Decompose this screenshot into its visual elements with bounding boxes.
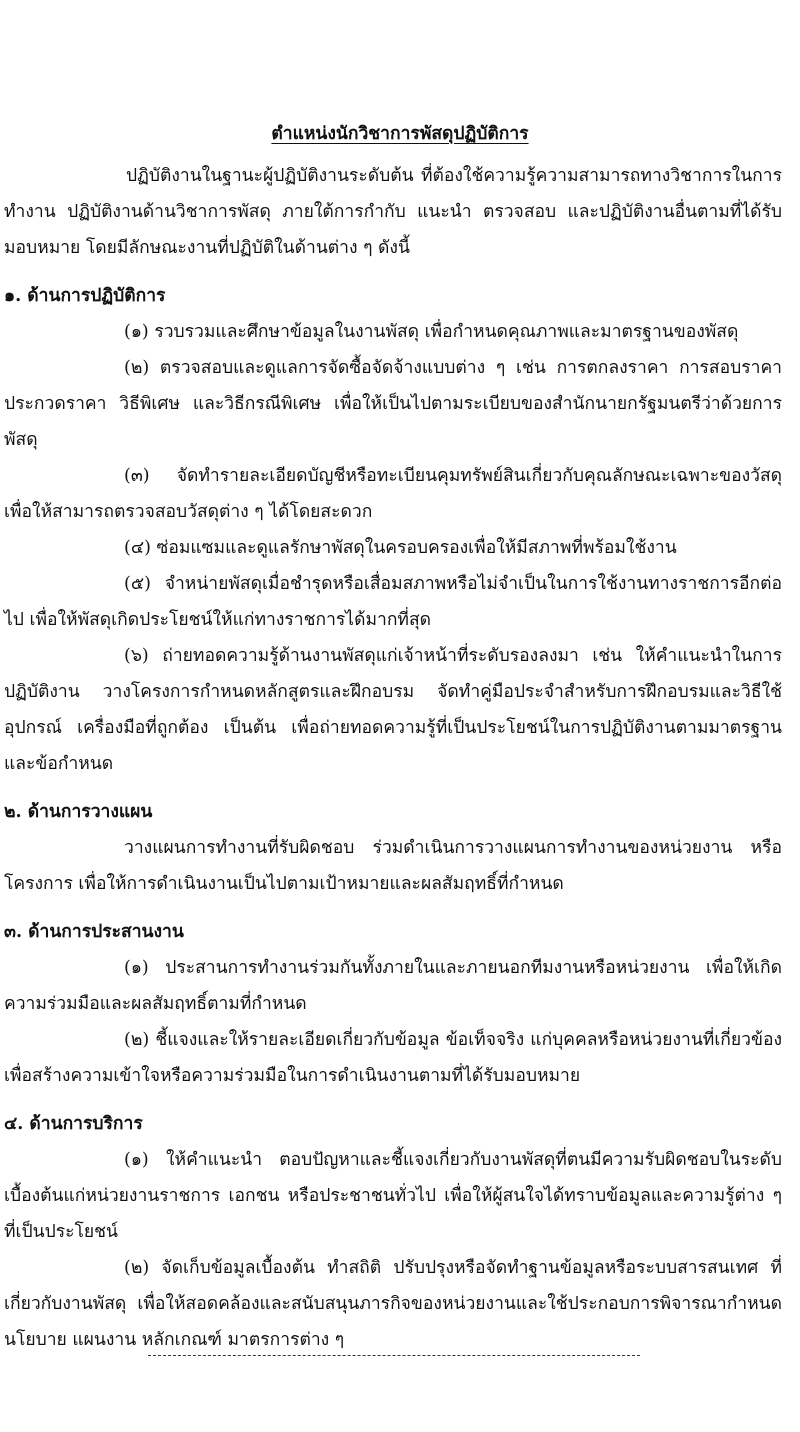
section-heading: ๑. ด้านการปฏิบัติการ (4, 286, 166, 306)
list-item: (๕) จำหน่ายพัสดุเมื่อชำรุดหรือเสื่อมสภาพหรือไม่จำเป็นในการใช้งานทางราชการอีกต่อไป เพื่อให้พัสดุเกิดประโยชน์ให้แก่ทางราชการได้มากที่สุด (4, 574, 782, 630)
list-item: (๖) ถ่ายทอดความรู้ด้านงานพัสดุแก่เจ้าหน้าที่ระดับรองลงมา เช่น ให้คำแนะนำในการ ปฏิบัติงาน วางโครงการกำหนดหลักสูตรและฝึกอบรม จัดทำคู่มือประจำสำหรับการฝึกอบรมและวิธีใช้อุปกรณ์ เครื่องมือที่ถูกต้อง เป็นต้น เพื่อถ่ายทอดความรู้ที่เป็นประโยชน์ในการปฏิบัติงานตามมาตรฐานและข้อกำหนด (4, 646, 782, 774)
section-heading: ๓. ด้านการประสานงาน (4, 922, 184, 942)
document-body (4, 158, 782, 1358)
document-title: ตำแหน่งนักวิชาการพัสดุปฏิบัติการ (271, 124, 529, 144)
end-divider (148, 1355, 640, 1356)
intro-paragraph: ปฏิบัติงานในฐานะผู้ปฏิบัติงานระดับต้น ที่ต้องใช้ความรู้ความสามารถทางวิชาการในการทำงาน ปฏิบัติงานด้านวิชาการพัสดุ ภายใต้การกำกับ แนะนำ ตรวจสอบ และปฏิบัติงานอื่นตามที่ได้รับมอบหมาย โดยมีลักษณะงานที่ปฏิบัติในด้านต่าง ๆ ดังนี้ (4, 166, 782, 258)
list-item: (๓) จัดทำรายละเอียดบัญชีหรือทะเบียนคุมทรัพย์สินเกี่ยวกับคุณลักษณะเฉพาะของวัสดุ เพื่อให้สามารถตรวจสอบวัสดุต่าง ๆ ได้โดยสะดวก (4, 466, 782, 522)
section-operations (4, 278, 782, 782)
list-item: (๔) ซ่อมแซมและดูแลรักษาพัสดุในครอบครองเพื่อให้มีสภาพที่พร้อมใช้งาน (124, 538, 677, 558)
section-service (4, 1106, 782, 1358)
list-item: (๒) ชี้แจงและให้รายละเอียดเกี่ยวกับข้อมูล ข้อเท็จจริง แก่บุคคลหรือหน่วยงานที่เกี่ยวข้อง เพื่อสร้างความเข้าใจหรือความร่วมมือในการดำเนินงานตามที่ได้รับมอบหมาย (4, 1030, 782, 1086)
section-planning (4, 794, 782, 902)
section-coordination (4, 914, 782, 1094)
list-item: วางแผนการทำงานที่รับผิดชอบ ร่วมดำเนินการวางแผนการทำงานของหน่วยงาน หรือ โครงการ เพื่อให้การดำเนินงานเป็นไปตามเป้าหมายและผลสัมฤทธิ์ที่กำหนด (4, 838, 782, 894)
list-item: (๑) ประสานการทำงานร่วมกันทั้งภายในและภายนอกทีมงานหรือหน่วยงาน เพื่อให้เกิด ความร่วมมือและผลสัมฤทธิ์ตามที่กำหนด (4, 958, 782, 1014)
section-heading: ๒. ด้านการวางแผน (4, 802, 153, 822)
list-item: (๑) ให้คำแนะนำ ตอบปัญหาและชี้แจงเกี่ยวกับงานพัสดุที่ตนมีความรับผิดชอบในระดับ เบื้องต้นแก่หน่วยงานราชการ เอกชน หรือประชาชนทั่วไป เพื่อให้ผู้สนใจได้ทราบข้อมูลและความรู้ต่าง ๆ ที่เป็นประโยชน์ (4, 1150, 782, 1242)
list-item: (๒) ตรวจสอบและดูแลการจัดซื้อจัดจ้างแบบต่าง ๆ เช่น การตกลงราคา การสอบราคา ประกวดราคา วิธีพิเศษ และวิธีกรณีพิเศษ เพื่อให้เป็นไปตามระเบียบของสำนักนายกรัฐมนตรีว่าด้วยการพัสดุ (4, 358, 782, 450)
list-item: (๑) รวบรวมและศึกษาข้อมูลในงานพัสดุ เพื่อกำหนดคุณภาพและมาตรฐานของพัสดุ (124, 322, 739, 342)
list-item: (๒) จัดเก็บข้อมูลเบื้องต้น ทำสถิติ ปรับปรุงหรือจัดทำฐานข้อมูลหรือระบบสารสนเทศ ที่เกี่ยวกับงานพัสดุ เพื่อให้สอดคล้องและสนับสนุนภารกิจของหน่วยงานและใช้ประกอบการพิจารณากำหนด นโยบาย แผนงาน หลักเกณฑ์ มาตรการต่าง ๆ (4, 1258, 782, 1350)
section-heading: ๔. ด้านการบริการ (4, 1114, 143, 1134)
